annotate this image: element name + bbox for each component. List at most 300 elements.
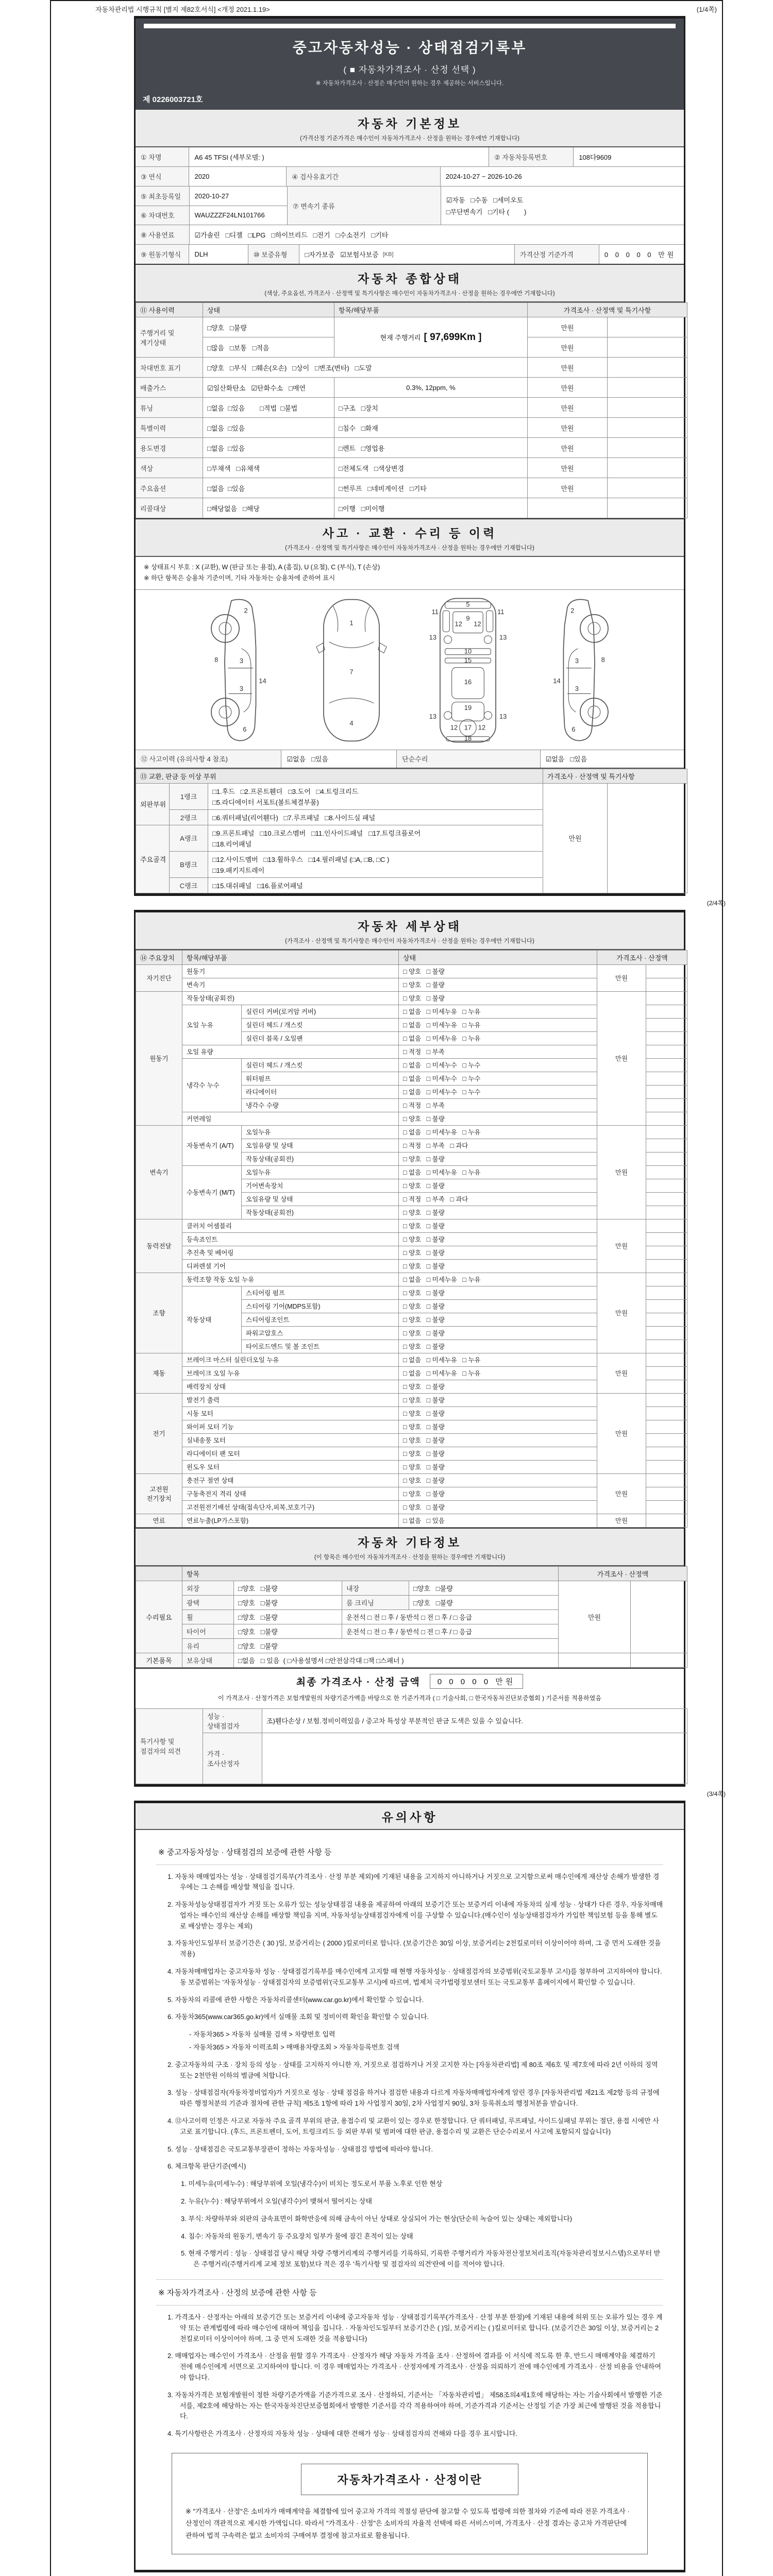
table-row bbox=[136, 1514, 687, 1527]
panel-rank-table bbox=[136, 769, 687, 893]
table-row bbox=[136, 1219, 687, 1232]
state-options[interactable]: □없음 □있음 bbox=[203, 418, 334, 438]
panel-options-line[interactable]: □12.사이드멤버 □13.휠하우스 □14.필러패널 (□A, □B, □C ) bbox=[212, 855, 390, 863]
state-options[interactable]: □양호 □불량 bbox=[234, 1638, 559, 1653]
price-cell: 만원 bbox=[597, 991, 646, 1125]
item-options[interactable]: □썬루프 □네비게이션 □기타 bbox=[334, 478, 528, 498]
price-cell bbox=[528, 498, 608, 518]
item-label: 충전구 절연 상태 bbox=[182, 1473, 399, 1487]
table-row bbox=[136, 358, 687, 378]
item-label: 타이어 bbox=[182, 1624, 234, 1638]
svg-text:1: 1 bbox=[349, 618, 354, 626]
subitem-label: 실린더 헤드 / 개스킷 bbox=[242, 1058, 399, 1072]
price-cell: 만원 bbox=[597, 1473, 646, 1514]
svg-text:10: 10 bbox=[464, 647, 472, 655]
section-detail-state bbox=[136, 912, 684, 950]
notice-list-c bbox=[156, 2312, 663, 2439]
panel-group-label: 주요골격 bbox=[136, 825, 170, 893]
state-options[interactable]: □ 양호 □ 불량 bbox=[399, 1286, 597, 1299]
svg-text:13: 13 bbox=[429, 712, 437, 720]
page-number-4 bbox=[134, 2572, 727, 2576]
notes-cell bbox=[646, 1273, 687, 1286]
item-label: 와이퍼 모터 기능 bbox=[182, 1420, 399, 1433]
svg-text:3: 3 bbox=[575, 684, 579, 692]
state-options[interactable]: □ 양호 □ 불량 bbox=[399, 1299, 597, 1313]
notes-cell bbox=[608, 418, 687, 438]
state-options[interactable]: □없음 □ 있음 ( □사용설명서 □안전삼각대 □잭 □스패너 ) bbox=[234, 1653, 559, 1667]
transmission-options-line2[interactable]: □무단변속기 □기타 ( ) bbox=[446, 208, 527, 216]
rank-label: C랭크 bbox=[170, 877, 208, 893]
notes-cell bbox=[608, 317, 687, 337]
item-label: 고전원전기배선 상태(접속단자,피복,보호기구) bbox=[182, 1500, 399, 1514]
notes-cell bbox=[646, 991, 687, 1005]
panel-options-line[interactable]: □6.쿼터패널(리어휀다) □7.루프패널 □8.사이드실 패널 bbox=[212, 814, 376, 822]
subitem-label: 실린더 커버(로커암 커버) bbox=[242, 1005, 399, 1018]
svg-text:13: 13 bbox=[499, 712, 507, 720]
base-price-value: 0 0 0 0 0 만원 bbox=[604, 251, 677, 259]
item-label: 수동변속기 (M/T) bbox=[182, 1165, 242, 1219]
price-cell: 만원 bbox=[597, 964, 646, 991]
section-title: 자동차 기본정보 bbox=[358, 117, 462, 130]
svg-text:18: 18 bbox=[464, 734, 472, 742]
engine-type-value: DLH bbox=[189, 245, 248, 264]
table-row bbox=[136, 1353, 687, 1366]
notes-cell bbox=[646, 1460, 687, 1473]
first-reg-label: ⑤ 최초등록일 bbox=[136, 187, 190, 206]
notes-cell bbox=[646, 978, 687, 991]
state-options[interactable]: □ 양호 □ 불량 bbox=[399, 978, 597, 991]
price-cell: 만원 bbox=[528, 337, 608, 358]
panel-options[interactable] bbox=[208, 825, 543, 851]
state-options[interactable]: □ 양호 □ 불량 bbox=[399, 1326, 597, 1340]
state-options[interactable]: □ 없음 □ 미세누유 □ 누유 bbox=[399, 1005, 597, 1018]
state-options[interactable]: □많음 □보통 □적음 bbox=[203, 337, 334, 358]
device-group-label: 고전원 전기장치 bbox=[136, 1473, 182, 1514]
notes-cell bbox=[646, 1058, 687, 1072]
state-options[interactable]: □양호 □불량 bbox=[234, 1609, 342, 1624]
svg-text:6: 6 bbox=[243, 725, 247, 733]
banner-stripe bbox=[144, 24, 676, 28]
device-group-label: 연료 bbox=[136, 1514, 182, 1527]
state-options[interactable]: □ 없음 □ 있음 bbox=[399, 1514, 597, 1527]
notes-cell bbox=[646, 1259, 687, 1273]
notice-subitem: 3. 부식: 차량하부와 외판의 금속표면이 화학반응에 의해 금속이 아닌 상태로 상실되어 가는 현상(단순히 녹슬어 있는 상태는 제외합니다) bbox=[181, 2214, 573, 2223]
fuel-label: ⑧ 사용연료 bbox=[136, 225, 190, 244]
svg-text:11: 11 bbox=[497, 607, 505, 616]
item-label: 브레이크 마스터 실린더오일 누유 bbox=[182, 1353, 399, 1366]
svg-text:13: 13 bbox=[429, 633, 437, 641]
state-options[interactable]: □ 양호 □ 불량 bbox=[399, 1179, 597, 1192]
state-options[interactable]: □ 없음 □ 미세누유 □ 누유 bbox=[399, 1366, 597, 1380]
item-options[interactable]: □구조 □장치 bbox=[334, 398, 528, 418]
notice-item: 1. 자동차 매매업자는 성능 · 상태점검기록부(가격조사 · 산정 부분 제외)에 기재된 내용을 고지하지 아니하거나 거짓으로 고지함으로써 매수인에게 재산상 손해가 발생한 경우에는 그 손해를 배상할 책임을 집니다. bbox=[167, 1872, 660, 1891]
state-options[interactable]: □ 없음 □ 미세누수 □ 누수 bbox=[399, 1058, 597, 1072]
col-state: 상태 bbox=[399, 950, 597, 964]
subitem-label: 파워고압호스 bbox=[242, 1326, 399, 1340]
state-options[interactable]: □ 양호 □ 불량 bbox=[399, 991, 597, 1005]
svg-text:12: 12 bbox=[474, 620, 481, 628]
notes-cell bbox=[608, 337, 687, 358]
rank-label: B랭크 bbox=[170, 851, 208, 877]
table-row bbox=[136, 245, 684, 264]
notes-cell bbox=[646, 1326, 687, 1340]
table-row bbox=[136, 1125, 687, 1139]
state-options[interactable]: □ 양호 □ 불량 bbox=[399, 1473, 597, 1487]
basic-items-group-label: 기본품목 bbox=[136, 1653, 182, 1667]
svg-text:7: 7 bbox=[349, 668, 354, 676]
notice-list-a bbox=[156, 1872, 663, 2053]
price-cell: 만원 bbox=[528, 438, 608, 458]
state-options[interactable]: □양호 □불량 bbox=[409, 1581, 559, 1595]
col-item-part: 항목/해당부품 bbox=[182, 950, 399, 964]
notice-item: 5. 성능 · 상태점검은 국토교통부장관이 정하는 자동차성능 · 상태점검 방법에 따라야 합니다. bbox=[167, 2145, 433, 2153]
notes-cell bbox=[631, 1653, 687, 1667]
state-options[interactable]: □없음 □있음 bbox=[203, 478, 334, 498]
title-banner bbox=[136, 19, 684, 110]
notes-cell bbox=[646, 1165, 687, 1179]
section-basic-info bbox=[136, 110, 684, 147]
notice-warranty-header: ※ 중고자동차성능 · 상태점검의 보증에 관한 사항 등 bbox=[156, 1839, 663, 1865]
usage-label: 주요옵션 bbox=[136, 478, 203, 498]
state-options[interactable]: □ 없음 □ 미세누수 □ 누수 bbox=[399, 1085, 597, 1098]
item-label: 룸 크리닝 bbox=[342, 1595, 409, 1609]
col-usage-history: ⑪ 사용이력 bbox=[136, 303, 203, 317]
section-misc-info bbox=[136, 1528, 684, 1566]
state-options[interactable]: □ 없음 □ 미세누유 □ 누유 bbox=[399, 1125, 597, 1139]
current-mileage-cell bbox=[334, 317, 528, 358]
state-options[interactable]: □양호 □불량 bbox=[409, 1595, 559, 1609]
state-options[interactable]: □없음 □있음 □적법 □불법 bbox=[203, 398, 334, 418]
report-subtitle: ( ■ 자동차가격조사 · 산정 선택 ) bbox=[343, 65, 476, 75]
panel-options[interactable] bbox=[208, 851, 543, 877]
state-options[interactable]: □ 적정 □ 부족 bbox=[399, 1045, 597, 1058]
item-label: 내장 bbox=[342, 1581, 409, 1595]
final-price-value: 0 0 0 0 0 만원 bbox=[430, 1674, 524, 1689]
table-row bbox=[136, 1473, 687, 1487]
price-cell: 만원 bbox=[543, 783, 608, 893]
state-options[interactable]: □ 양호 □ 불량 bbox=[399, 1380, 597, 1393]
item-label: 오일 유량 bbox=[182, 1045, 399, 1058]
item-options[interactable]: □전체도색 □색상변경 bbox=[334, 458, 528, 478]
notes-cell bbox=[646, 1232, 687, 1246]
reg-no-value: 108다9609 bbox=[579, 154, 612, 161]
notes-cell bbox=[608, 398, 687, 418]
simple-repair-label: 단순수리 bbox=[397, 750, 540, 768]
item-label: 디퍼렌셜 기어 bbox=[182, 1259, 399, 1273]
appraiser-role-label: 가격 · 조사산정자 bbox=[203, 1733, 262, 1784]
device-group-label: 조향 bbox=[136, 1273, 182, 1353]
panel-options-line[interactable]: □9.프론트패널 □10.크로스멤버 □11.인사이드패널 □17.트렁크플로어 bbox=[212, 829, 421, 837]
svg-text:15: 15 bbox=[464, 656, 472, 664]
panel-options-line[interactable]: □19.패키지트레이 bbox=[212, 866, 265, 874]
notice-item: 6. 체크항목 판단기준(예시) bbox=[167, 2162, 246, 2171]
table-row bbox=[136, 1653, 687, 1667]
reg-vin-cells bbox=[136, 187, 288, 225]
warranty-options[interactable] bbox=[299, 245, 514, 264]
car-name-value: A6 45 TFSI (세부모델: ) bbox=[189, 147, 489, 166]
state-code-legend bbox=[136, 557, 684, 590]
misc-info-table bbox=[136, 1566, 687, 1668]
base-price-label: 가격산정 기준가격 bbox=[515, 245, 599, 264]
state-options[interactable]: □ 양호 □ 불량 bbox=[399, 1232, 597, 1246]
state-options[interactable]: □ 없음 □ 미세누유 □ 누유 bbox=[399, 1031, 597, 1045]
state-options[interactable]: □양호 □불량 bbox=[234, 1581, 342, 1595]
state-options[interactable]: □ 양호 □ 불량 bbox=[399, 1460, 597, 1473]
notes-cell bbox=[646, 1246, 687, 1259]
item-label: 발전기 출력 bbox=[182, 1393, 399, 1406]
table-row bbox=[136, 167, 684, 187]
section-note: (색상, 주요옵션, 가격조사 · 산정액 및 특기사항은 매수인이 자동차가격조사 · 산정을 원하는 경우에만 기재합니다) bbox=[264, 291, 555, 297]
opinion-section-label: 특기사항 및 점검자의 의견 bbox=[136, 1708, 203, 1784]
item-label: 브레이크 오일 누유 bbox=[182, 1366, 399, 1380]
page-number-2: (2/4쪽) bbox=[707, 899, 726, 907]
svg-text:3: 3 bbox=[239, 684, 244, 692]
section-notice bbox=[136, 1803, 684, 1830]
table-row bbox=[136, 1581, 687, 1595]
panel-options[interactable] bbox=[208, 809, 543, 825]
state-options[interactable]: ☑일산화탄소 ☑탄화수소 □매연 bbox=[203, 378, 334, 398]
item-label: 실내송풍 모터 bbox=[182, 1433, 399, 1447]
state-options[interactable]: □ 양호 □ 불량 bbox=[399, 1406, 597, 1420]
state-options[interactable]: □ 없음 □ 미세누수 □ 누수 bbox=[399, 1072, 597, 1085]
panel-options-line[interactable]: □1.후드 □2.프론트휀더 □3.도어 □4.트렁크리드 bbox=[212, 787, 359, 795]
state-options[interactable]: □ 양호 □ 불량 bbox=[399, 1259, 597, 1273]
svg-text:12: 12 bbox=[450, 723, 458, 732]
panel-options[interactable] bbox=[208, 783, 543, 809]
notes-cell bbox=[646, 1219, 687, 1232]
panel-options-line[interactable]: □15.대쉬패널 □16.플로어패널 bbox=[212, 882, 303, 890]
subitem-label: 기어변속장치 bbox=[242, 1179, 399, 1192]
table-row bbox=[136, 498, 687, 518]
svg-text:3: 3 bbox=[575, 656, 579, 665]
accident-history-row bbox=[136, 750, 684, 769]
notes-cell bbox=[646, 1340, 687, 1353]
appraisal-definition-text: ※ "가격조사 · 산정"은 소비자가 매매계약을 체결함에 있어 중고차 가격의 적절성 판단에 참고할 수 있도록 법령에 의한 절차와 기준에 따라 전문 가격조사 · 산정인이 객관적으로 제시한 가액입니다. 따라서 "가격조사 · 산정"은 소비자의 자율적 선택에 따른 서비스이며, 가격조사 · 산정 결과는 중고차 가격판단에 관하여 법적 구속력은 없고 소비자의 구매여부 결정에 참고자료로 활용됩니다. bbox=[186, 2507, 630, 2539]
accident-history-label: ⑫ 사고이력 (유의사항 4 참조) bbox=[136, 750, 281, 768]
state-options[interactable]: □해당없음 □해당 bbox=[203, 498, 334, 518]
state-options[interactable]: □ 없음 □ 미세누유 □ 누유 bbox=[399, 1273, 597, 1286]
comprehensive-state-table bbox=[136, 302, 687, 518]
col-group bbox=[136, 1566, 182, 1581]
notes-cell bbox=[608, 498, 687, 518]
fuel-options[interactable]: ☑가솔린 □디젤 □LPG □하이브리드 □전기 □수소전기 □기타 bbox=[194, 231, 389, 239]
state-options[interactable]: □ 양호 □ 불량 bbox=[399, 1447, 597, 1460]
price-cell: 만원 bbox=[559, 1581, 631, 1653]
header-row bbox=[136, 303, 687, 317]
state-options[interactable]: □ 양호 □ 불량 bbox=[399, 1487, 597, 1500]
state-options[interactable]: □양호 □불량 bbox=[203, 317, 334, 337]
item-label: 휠 bbox=[182, 1609, 234, 1624]
page-meta bbox=[51, 1, 722, 16]
rank-label: A랭크 bbox=[170, 825, 208, 851]
panel-options-line[interactable]: □5.라디에이터 서포트(볼트체결부품) bbox=[212, 798, 319, 806]
state-options[interactable]: □ 양호 □ 불량 bbox=[399, 1500, 597, 1514]
item-label: 외장 bbox=[182, 1581, 234, 1595]
item-label: 작동상태(공회전) bbox=[182, 991, 399, 1005]
state-options[interactable]: □ 양호 □ 불량 bbox=[399, 964, 597, 978]
state-options[interactable]: □ 양호 □ 불량 bbox=[399, 1393, 597, 1406]
price-cell: 만원 bbox=[597, 1393, 646, 1473]
subitem-label: 워터펌프 bbox=[242, 1072, 399, 1085]
item-options[interactable]: □렌트 □영업용 bbox=[334, 438, 528, 458]
item-label: 연료누출(LP가스포함) bbox=[182, 1514, 399, 1527]
price-cell bbox=[559, 1653, 631, 1667]
item-label: 보유상태 bbox=[182, 1653, 234, 1667]
svg-text:9: 9 bbox=[466, 614, 470, 622]
table-row bbox=[136, 991, 687, 1005]
notes-cell bbox=[608, 358, 687, 378]
state-options[interactable]: □ 양호 □ 불량 bbox=[399, 1246, 597, 1259]
state-options[interactable]: □ 양호 □ 불량 bbox=[399, 1219, 597, 1232]
state-options[interactable]: □ 양호 □ 불량 bbox=[399, 1112, 597, 1125]
price-cell: 만원 bbox=[597, 1514, 646, 1527]
notes-cell bbox=[646, 1031, 687, 1045]
table-row bbox=[136, 438, 687, 458]
panel-options[interactable] bbox=[208, 877, 543, 893]
state-options[interactable]: □ 양호 □ 불량 bbox=[399, 1420, 597, 1433]
state-options[interactable]: □무채색 □유채색 bbox=[203, 458, 334, 478]
subitem-label: 스티어링 펌프 bbox=[242, 1286, 399, 1299]
price-cell: 만원 bbox=[528, 478, 608, 498]
notes-cell bbox=[646, 1313, 687, 1326]
state-options[interactable]: □ 양호 □ 불량 bbox=[399, 1433, 597, 1447]
state-options[interactable]: □양호 □부식 □훼손(오손) □상이 □변조(변타) □도말 bbox=[203, 358, 528, 378]
state-options[interactable]: □ 양호 □ 불량 bbox=[399, 1152, 597, 1165]
rank-label: 2랭크 bbox=[170, 809, 208, 825]
notes-cell bbox=[608, 478, 687, 498]
transmission-options[interactable] bbox=[441, 187, 684, 225]
panel-options-line[interactable]: □18.리어패널 bbox=[212, 840, 252, 848]
item-label: 유리 bbox=[182, 1638, 234, 1653]
vin-label: ⑥ 차대번호 bbox=[136, 206, 190, 225]
notes-cell bbox=[646, 964, 687, 978]
notes-cell bbox=[646, 1085, 687, 1098]
device-group-label: 원동기 bbox=[136, 991, 182, 1125]
basic-info-table bbox=[136, 147, 684, 264]
svg-text:12: 12 bbox=[455, 620, 462, 628]
inspection-label: ④ 검사유효기간 bbox=[287, 167, 440, 186]
state-options[interactable]: □ 없음 □ 미세누유 □ 누유 bbox=[399, 1018, 597, 1031]
usage-label: 차대번호 표기 bbox=[136, 358, 203, 378]
item-label: 등속죠인트 bbox=[182, 1232, 399, 1246]
notes-cell bbox=[646, 1393, 687, 1406]
notes-cell bbox=[608, 378, 687, 398]
col-price-notes: 가격조사 · 산정액 및 특기사항 bbox=[543, 769, 687, 783]
right-side-view bbox=[535, 595, 613, 745]
item-value: 0.3%, 12ppm, % bbox=[334, 378, 528, 398]
position-options[interactable]: 운전석 □ 전 □ 후 / 동반석 □ 전 □ 후 / □ 응급 bbox=[342, 1624, 559, 1638]
usage-label: 특별이력 bbox=[136, 418, 203, 438]
item-label: 원동기 bbox=[182, 964, 399, 978]
price-cell: 만원 bbox=[597, 1219, 646, 1273]
notes-cell bbox=[646, 1112, 687, 1125]
col-major-device: ⑭ 주요장치 bbox=[136, 950, 182, 964]
state-options[interactable]: □양호 □불량 bbox=[234, 1595, 342, 1609]
state-options[interactable]: □ 없음 □ 미세누유 □ 누유 bbox=[399, 1353, 597, 1366]
section-note: (이 항목은 매수인이 자동차가격조사 · 산정을 원하는 경우에만 기재합니다) bbox=[314, 1554, 506, 1561]
item-label: 추진축 및 베어링 bbox=[182, 1246, 399, 1259]
final-price-note[interactable]: 이 가격조사 · 산정가격은 보험개발원의 차량기준가액을 바탕으로 한 기준가격과 ( □ 기술사회, □ 한국자동차진단보증협회 ) 기준서를 적용하였음 bbox=[218, 1694, 601, 1702]
state-options[interactable]: □ 양호 □ 불량 bbox=[399, 1313, 597, 1326]
inspector-opinion-text: 조)휀다손상 / 보험.정비이력있음 / 중고차 특성상 부분적인 판금 도색은 있을 수 있습니다. bbox=[262, 1708, 687, 1733]
usage-label: 색상 bbox=[136, 458, 203, 478]
notes-cell bbox=[646, 1487, 687, 1500]
state-options[interactable]: □양호 □불량 bbox=[234, 1624, 342, 1638]
item-label: 라디에이터 팬 모터 bbox=[182, 1447, 399, 1460]
table-row bbox=[136, 225, 684, 245]
header-row bbox=[136, 950, 687, 964]
svg-text:2: 2 bbox=[244, 606, 248, 615]
subitem-label: 라디에이터 bbox=[242, 1085, 399, 1098]
transmission-label: ⑦ 변속기 종류 bbox=[288, 187, 441, 225]
item-options[interactable]: □이행 □미이행 bbox=[334, 498, 528, 518]
table-row bbox=[136, 783, 687, 809]
accident-history-options[interactable]: ☑없음 □있음 bbox=[281, 750, 397, 768]
state-options[interactable]: □ 없음 □ 미세누유 □ 누유 bbox=[399, 1165, 597, 1179]
table-row bbox=[136, 1273, 687, 1286]
subitem-label: 오일누유 bbox=[242, 1125, 399, 1139]
col-item-part: 항목/해당부품 bbox=[334, 303, 528, 317]
notes-cell bbox=[646, 1005, 687, 1018]
subitem-label: 작동상태(공회전) bbox=[242, 1152, 399, 1165]
item-options[interactable]: □침수 □화재 bbox=[334, 418, 528, 438]
simple-repair-options[interactable]: ☑없음 □있음 bbox=[545, 755, 587, 763]
notice-subitem: 2. 누유(누수) : 해당부위에서 오일(냉각수)이 맺혀서 떨어지는 상태 bbox=[181, 2197, 373, 2206]
header-row bbox=[136, 1566, 687, 1581]
state-options[interactable]: □ 양호 □ 불량 bbox=[399, 1206, 597, 1219]
notice-item: 1. 가격조사 · 산정자는 아래의 보증기간 또는 보증거리 이내에 중고자동차 성능 · 상태점검기록부(가격조사 · 산정 부분 한정)에 기재된 내용에 허위 또는 오류가 있는 경우 계약 또는 관계법령에 따라 매수인에 대하여 책임을 집니다. · 자동차인도일부터 보증기간은 ( )일, 보증거리는 ( )킬로미터로 합니다. (보증기간은 30일 이상, 보증거리는 2천킬로미터 이상이어야 하며, 그 중 먼저 도래한 것을 적용합니다) bbox=[167, 2313, 663, 2343]
state-options[interactable]: □ 양호 □ 불량 bbox=[399, 1340, 597, 1353]
col-state: 상태 bbox=[203, 303, 334, 317]
notice-body bbox=[136, 1830, 684, 2570]
svg-text:14: 14 bbox=[553, 676, 561, 685]
engine-type-label: ⑨ 원동기형식 bbox=[136, 245, 189, 264]
warranty-checkboxes[interactable]: □자가보증 ☑보험사보증 bbox=[305, 251, 379, 259]
notice-item: 4. 특기사항란은 가격조사 · 산정자의 자동차 성능 · 상태에 대한 견해가 성능 · 상태점검자의 견해와 다를 경우 표시합니다. bbox=[167, 2430, 518, 2438]
item-label: 클러치 어셈블리 bbox=[182, 1219, 399, 1232]
transmission-options-line1[interactable]: ☑자동 □수동 □세미오토 bbox=[446, 196, 524, 204]
position-options[interactable]: 운전석 □ 전 □ 후 / 동반석 □ 전 □ 후 / □ 응급 bbox=[342, 1609, 559, 1624]
repair-group-label: 수리필요 bbox=[136, 1581, 182, 1653]
state-options[interactable]: □ 적정 □ 부족 bbox=[399, 1098, 597, 1112]
notice-item: 4. ⑫사고이력 인정은 사고로 자동차 주요 골격 부위의 판금, 용접수리 및 교환이 있는 경우로 한정합니다. 단 쿼터패널, 루프패널, 사이드실패널 부위는 절단, 용접 시에만 사고로 표기합니다. (후드, 프론트펜더, 도어, 트렁크리드 등 외판 부위 및 범퍼에 대한 판금, 용접수리 및 교환은 단순수리로서 사고에 포함되지 않습니다) bbox=[167, 2117, 659, 2136]
notes-cell bbox=[646, 1139, 687, 1152]
table-row bbox=[136, 147, 684, 167]
detail-state-table bbox=[136, 950, 687, 1528]
svg-text:4: 4 bbox=[349, 719, 354, 727]
table-row bbox=[136, 1393, 687, 1406]
svg-text:8: 8 bbox=[214, 655, 219, 664]
item-label: 동력조향 작동 오일 누유 bbox=[182, 1273, 399, 1286]
state-options[interactable]: □없음 □있음 bbox=[203, 438, 334, 458]
notes-cell bbox=[646, 1098, 687, 1112]
notes-cell bbox=[646, 1286, 687, 1299]
state-options[interactable]: □ 적정 □ 부족 □ 과다 bbox=[399, 1192, 597, 1206]
table-row bbox=[136, 398, 687, 418]
vin-value: WAUZZZF24LN101766 bbox=[194, 211, 265, 219]
table-row bbox=[136, 206, 287, 225]
notes-cell bbox=[646, 1206, 687, 1219]
state-options[interactable]: □ 적정 □ 부족 □ 과다 bbox=[399, 1139, 597, 1152]
subitem-label: 오일유량 및 상태 bbox=[242, 1139, 399, 1152]
item-label: 시동 모터 bbox=[182, 1406, 399, 1420]
col-price-notes: 가격조사 · 산정액 및 특기사항 bbox=[528, 303, 687, 317]
legend-line-2: ※ 하단 항목은 승용차 기준이며, 기타 자동차는 승용차에 준하여 표시 bbox=[144, 574, 335, 582]
notes-cell bbox=[646, 1045, 687, 1058]
item-label: 자동변속기 (A/T) bbox=[182, 1125, 242, 1165]
svg-text:5: 5 bbox=[466, 600, 470, 608]
notice-item: 2. 중고자동차의 구조 · 장치 등의 성능 · 상태를 고지하지 아니한 자, 거짓으로 점검하거나 거짓 고지한 자는 [자동차관리법] 제 80조 제6호 및 제7호에 따라 2년 이하의 징역 또는 2천만원 이하의 벌금에 처합니다. bbox=[167, 2060, 658, 2079]
